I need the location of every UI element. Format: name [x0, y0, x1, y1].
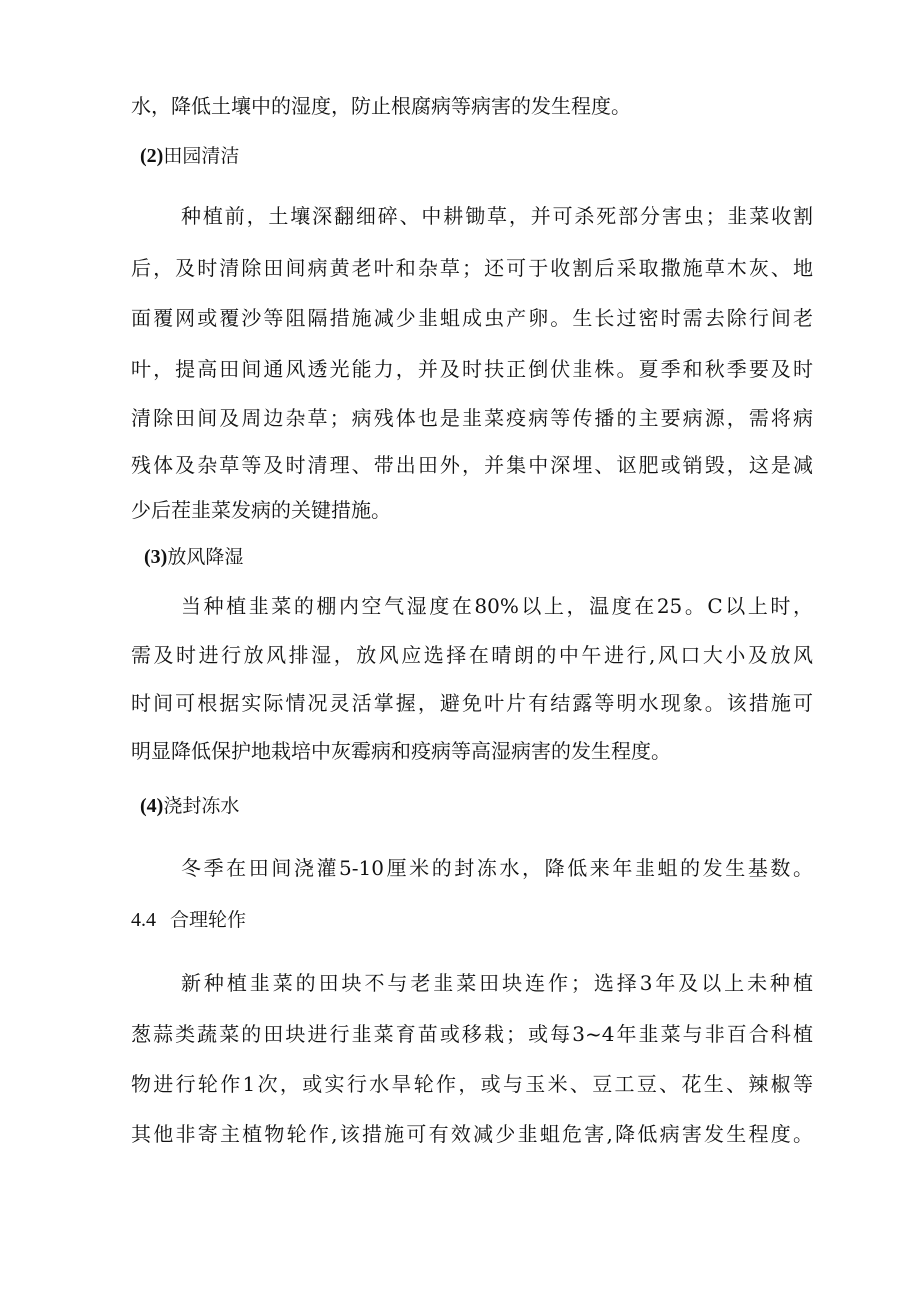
paragraph-line: 葱蒜类蔬菜的田块进行韭菜育苗或移栽；或每3~4年韭菜与非百合科植 [131, 1022, 813, 1046]
paragraph-line: 当种植韭菜的棚内空气湿度在80%以上，温度在25。C以上时， [181, 594, 813, 618]
section-title: 放风降湿 [167, 546, 244, 568]
section-title: 浇封冻水 [163, 795, 240, 817]
paragraph-line: 清除田间及周边杂草；病残体也是韭菜疫病等传播的主要病源，需将病 [131, 406, 813, 430]
section-heading-3 [144, 544, 243, 570]
paragraph-line: 残体及杂草等及时清理、带出田外，并集中深埋、讴肥或销毁，这是减 [131, 453, 813, 477]
section-number: 4.4 [131, 909, 156, 931]
section-title: 合理轮作 [170, 909, 247, 931]
paragraph-line: 新种植韭菜的田块不与老韭菜田块连作；选择3年及以上未种植 [181, 971, 813, 995]
section-number: (2) [140, 145, 164, 167]
paragraph-line: 水，降低土壤中的湿度，防止根腐病等病害的发生程度。 [131, 94, 631, 118]
paragraph-line: 叶，提高田间通风透光能力，并及时扶正倒伏韭株。夏季和秋季要及时 [131, 357, 813, 381]
paragraph-line: 明显降低保护地栽培中灰霉病和疫病等高湿病害的发生程度。 [131, 739, 671, 763]
paragraph-line: 冬季在田间浇灌5-10厘米的封冻水，降低来年韭蛆的发生基数。 [181, 856, 813, 880]
paragraph-line: 需及时进行放风排湿，放风应选择在晴朗的中午进行,风口大小及放风 [131, 643, 813, 667]
section-number: (4) [140, 795, 164, 817]
paragraph-line: 后，及时清除田间病黄老叶和杂草；还可于收割后采取撒施草木灰、地 [131, 256, 813, 280]
section-title: 田园清洁 [163, 145, 240, 167]
section-heading-4 [140, 793, 239, 819]
section-number: (3) [144, 546, 168, 568]
paragraph-line: 少后茬韭菜发病的关键措施。 [131, 498, 391, 522]
section-heading-2 [140, 143, 239, 169]
paragraph-line: 面覆网或覆沙等阻隔措施减少韭蛆成虫产卵。生长过密时需去除行间老 [131, 306, 813, 330]
paragraph-line: 种植前，土壤深翻细碎、中耕锄草，并可杀死部分害虫；韭菜收割 [181, 204, 813, 228]
paragraph-line: 物进行轮作1次，或实行水旱轮作，或与玉米、豆工豆、花生、辣椒等 [131, 1072, 813, 1096]
section-heading-4-4 [131, 907, 246, 933]
paragraph-line: 其他非寄主植物轮作,该措施可有效减少韭蛆危害,降低病害发生程度。 [131, 1122, 813, 1146]
paragraph-line: 时间可根据实际情况灵活掌握，避免叶片有结露等明水现象。该措施可 [131, 691, 813, 715]
